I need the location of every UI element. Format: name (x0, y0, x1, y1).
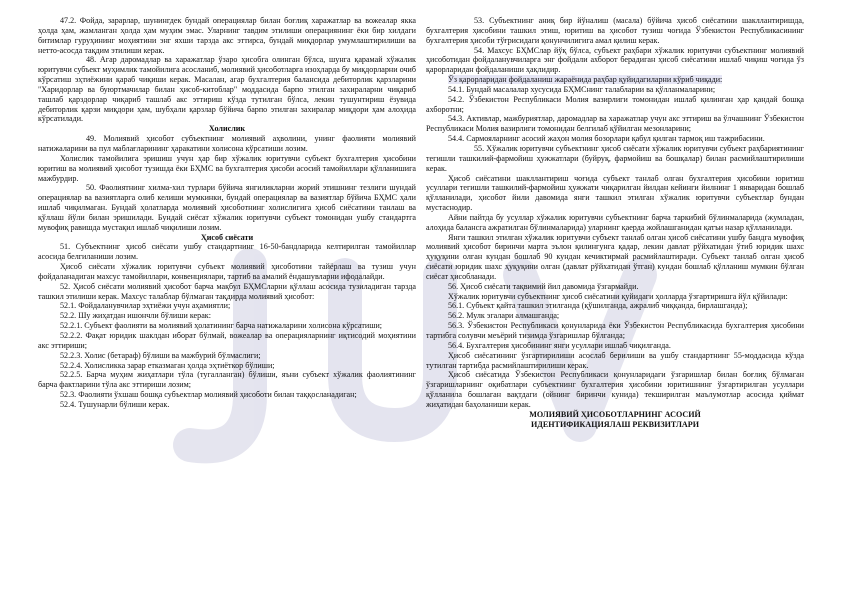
paragraph-policy-methods-application: Ҳисоб сиёсатини шакллантириш чоғида субъект танлаб олган бухгалтерия ҳисобини юритиш усуллари тегишли ташкилий-фармойиш ҳужжати чиқарилган йилдан кейинги йилнинг 1 январидан бошлаб қўлланилади, ҳисобот йили давомида янги ташкил этилган хўжалик юритувчи субъектлар бундан мустаснодир. (426, 173, 804, 213)
paragraph-52-3: 52.3. Фаолияти ўхшаш бошқа субъектлар молиявий ҳисоботи билан таққосланадиган; (60, 390, 357, 400)
paragraph-accounting-policy-definition: Ҳисоб сиёсати хўжалик юритувчи субъект молиявий ҳисоботини тайёрлаш ва тузиш учун фойдаланадиган махсус тамойиллари, конвенциялари, тартиб ва амалий ёндашувларни ифодалайди. (38, 262, 416, 281)
section-heading-objectivity: Холислик (208, 124, 246, 134)
paragraph-52: 52. Ҳисоб сиёсати молиявий ҳисобот барча мақбул БҲМСларни қўллаш асосида тузиладиган тарзда ташкил этилиши керак. Махсус талаблар бўлмаган тақдирда молиявий ҳисобот: (38, 281, 416, 301)
paragraph-52-2-2: 52.2.2. Фақат юридик шаклдан иборат бўлмай, вожеалар ва операцияларнинг иқтисодий моҳиятини акс эттириши; (38, 331, 416, 350)
section-title-line-2: ИДЕНТИФИКАЦИЯЛАШ РЕКВИЗИТЛАРИ (530, 419, 700, 429)
paragraph-56-4: 56.4. Бухгалтерия ҳисобининг янги усуллари ишлаб чиқилганда. (448, 340, 671, 350)
left-column (38, 16, 416, 588)
paragraph-52-4: 52.4. Тушунарли бўлиши керак. (60, 399, 170, 409)
paragraph-56: 56. Ҳисоб сиёсати тақвимий йил давомида ўзгармайди. (448, 281, 639, 291)
paragraph-56-2: 56.2. Мулк эгалари алмашганда; (448, 311, 560, 321)
paragraph-54-1: 54.1. Бундай масалалар хусусида БҲМСнинг талабларии ва қўлланмаларини; (448, 84, 716, 94)
right-column (426, 16, 804, 588)
section-title-line-1: МОЛИЯВИЙ ҲИСОБОТЛАРНИНГ АСОСИЙ (529, 409, 701, 419)
paragraph-47-2: 47.2. Фойда, зарарлар, шунингдек бундай операциялар билан боғлиқ харажатлар ва вожеалар якка ҳолда ҳам, жамланган ҳолда ҳам муҳим эмас. Уларнинг тавдим этилиши операциянинг ёки бир хилдаги битимлар гуруҳининг моҳиятини энг яхши тарзда акс эттирса, бундай миқдорлар умумлаштирилиши ва нетто-асосда тақдим этилиши керак. (38, 16, 416, 55)
paragraph-54-3: 54.3. Активлар, мажбуриятлар, даромадлар ва харажатлар учун акс эттириш ва ўлчашнинг Ўзбекистон Республикаси Молия вазирлиги томонидан белгилаб қўйилган мезонларини; (426, 114, 804, 134)
paragraph-56-1: 56.1. Субъект қайта ташкил этилганда (қўшилганда, ажралиб чиққанда, бирлашганда); (448, 301, 748, 311)
highlighted-text: Ўз қарорларидан фойдаланиш жараёнида раҳбар қуйидагиларни кўриб чиқади: (448, 75, 723, 85)
paragraph-policy-change-consequences: Ҳисоб сиёсатида Ўзбекистон Республикаси қонунларидаги ўзгаришлар билан боғлиқ бўлмаган ўзгаришларнинг оқибатлари субъектнинг бухгалтерия ҳисобини юритишнинг ўзгартирилган усуллари қўлланила бошлаган вақтдаги (ойнинг биринчи кунида) текширилган маълумотлар асосида қиймат жиҳатидан баҳоланиши керак. (426, 370, 804, 409)
paragraph-structural-divisions: Айни пайтда бу усуллар хўжалик юритувчи субъектнинг барча таркибий бўлинмаларида (жумладан, алоҳида балансга ажратилган бўлинмаларида) уларнинг қаерда жойлашганидан қатъи назар қўлланилади. (426, 212, 804, 232)
paragraph-54-2: 54.2. Ўзбекистон Республикаси Молия вазирлиги томонидан ишлаб қилинган ҳар қандай бошқа ахборотни; (426, 94, 804, 114)
section-heading-accounting-policy: Ҳисоб сиёсати (200, 232, 254, 242)
paragraph-54-4: 54.4. Сармояларнинг асосий жаҳон молия бозорлари қабул қилган тармоқ иш тажрибасини. (448, 134, 765, 144)
paragraph-52-2-3: 52.2.3. Холис (бетараф) бўлиши ва мажбурий бўлмаслиги; (60, 350, 261, 360)
paragraph-manager-considerations (426, 75, 804, 85)
paragraph-50: 50. Фаолиятнинг хилма-хил турлари бўйича янгиликларни жорий этишнинг тезлиги шундай операциялар ва вазиятларга олиб келиши мумкинки, бундай операциялар ва вазиятлар бўйича БҲМС ҳали ишлаб чиқилмаган. Бундай ҳолатларда молиявий ҳисоботнинг холислигига ҳисоб сиёсатини танлаш ва қўллаш йўли билан эришилади. Бундай сиёсат хўжалик юритувчи субъект томонидан ушбу стандартга мувофиқ равишда мустақил ишлаб чиқилиши лозим. (38, 183, 416, 232)
paragraph-55: 55. Хўжалик юритувчи субъектнинг ҳисоб сиёсати хўжалик юритувчи субъект раҳбариятининг тегишли ташкилий-фармойиш ҳужжатлари (буйруқ, фармойиш ва бошқалар) билан расмийлаштирилиши керак. (426, 143, 804, 173)
paragraph-53: 53. Субъектнинг аниқ бир йўналиш (масала) бўйича ҳисоб сиёсатини шакллантиришда, бухгалтерия ҳисобини ташкил этиш, юритиш ва ҳисобот тузиш чоғида Ўзбекистон Республикасининг бухгалтерия ҳисоби тўғрисидаги қонунчилигига амал қилиш керак. (426, 16, 804, 45)
paragraph-new-entity-policy: Янги ташкил этилган хўжалик юритувчи субъект танлаб олган ҳисоб сиёсатини ушбу бандга мувофиқ молиявий ҳисобот биринчи марта эълон қилингунга қадар, лекин давлат рўйхатидан ўтиб юридик шахс ҳуқуқини олган кундан бошлаб 90 кундан кечиктирмай расмийлаштиради. Субъект танлаб олган ҳисоб сиёсати юридик шахс ҳуқуқини олган (давлат рўйхатидан ўтган) кундан бошлаб қўлланиш мумкин бўлган сиёсат ҳисобланади. (426, 232, 804, 281)
paragraph-52-2-5: 52.2.5. Барча муҳим жиҳатлари тўла (тугалланган) бўлиши, яъни субъект хўжалик фаолиятининг барча фактларини тўла акс эттириши лозим; (38, 370, 416, 390)
paragraph-policy-change-cases: Хўжалик юритувчи субъектнинг ҳисоб сиёсатини қуйидаги ҳолларда ўзгартиришга йўл қўйилади: (448, 291, 788, 301)
paragraph-52-2-4: 52.2.4. Холисликка зарар етказмаган ҳолда эҳтиёткор бўлиши; (60, 360, 275, 370)
paragraph-51: 51. Субъектнинг ҳисоб сиёсати ушбу стандартнинг 16-50-бандларида келтирилган тамойиллар асосида белгиланиши лозим. (38, 242, 416, 262)
paragraph-54: 54. Махсус БҲМСлар йўқ бўлса, субъект раҳбари хўжалик юритувчи субъектнинг молиявий ҳисоботидан фойдаланувчиларга энг фойдали ахборот берадиган ҳисоб сиёсатини ишлаб чиқиш чоғида ўз қарорларидан фойдаланиши ҳақлидир. (426, 45, 804, 75)
paragraph-policy-change-justification: Ҳисоб сиёсатининг ўзгартирилиши асослаб берилиши ва ушбу стандартнинг 55-моддасида кўзда тутилган тартибда расмийлаштирилиши керак. (426, 350, 804, 370)
paragraph-48: 48. Агар даромадлар ва харажатлар ўзаро ҳисобга олинган бўлса, шунга қарамай хўжалик юритувчи субъект муҳимлик тамойилига асосланиб, молиявий ҳисоботларга изоҳларда бу миқдорларни очиб кўрсатиш эҳтиёжини қараб чиқиши керак. Масалан, агар бухгалтерия балансида дебиторлик қарзларини "Харидорлар ва буюртмачилар билан ҳисоб-китоблар" моддасида барпо этилган захираларни чиқариб ташлаб қарздорлар чиқариб ташлаб акс эттириш кўзда тутилган бўлса, лекин тушунтириш ёзувида дебиторлик қарзи миқдори ҳам, шубҳали қарзлар бўйича барпо этилган захиралар миқдори ҳам алоҳида кўрсатилади. (38, 55, 416, 124)
paragraph-49: 49. Молиявий ҳисобот субъектнинг молиявий аҳволини, унинг фаолияти молиявий натижаларини ва пул маблағларининг ҳаракатини холисона кўрсатиши лозим. (38, 134, 416, 153)
paragraph-objectivity-principle: Холислик тамойилига эришиш учун ҳар бир хўжалик юритувчи субъект бухгалтерия ҳисобини юритиш ва молиявий ҳисобот тузишда ёки БҲМС ва бухгалтерия ҳисоби асосий тамойиллари қўлланишига мажбурдир. (38, 153, 416, 183)
paragraph-52-1: 52.1. Фойдаланувчилар эҳтиёжи учун аҳамиятли; (60, 301, 231, 311)
paragraph-52-2-1: 52.2.1. Субъект фаолияти ва молиявий ҳолатининг барча натижаларини холисона кўрсатиши; (60, 321, 383, 331)
paragraph-52-2: 52.2. Шу жиҳатдан ишончли бўлиши керак: (60, 311, 211, 321)
paragraph-56-3: 56.3. Ўзбекистон Республикаси қонунларида ёки Ўзбекистон Республикасида бухгалтерия ҳисобини тартибга солувчи меъёрий тизимда ўзгаришлар бўлганда; (426, 321, 804, 340)
